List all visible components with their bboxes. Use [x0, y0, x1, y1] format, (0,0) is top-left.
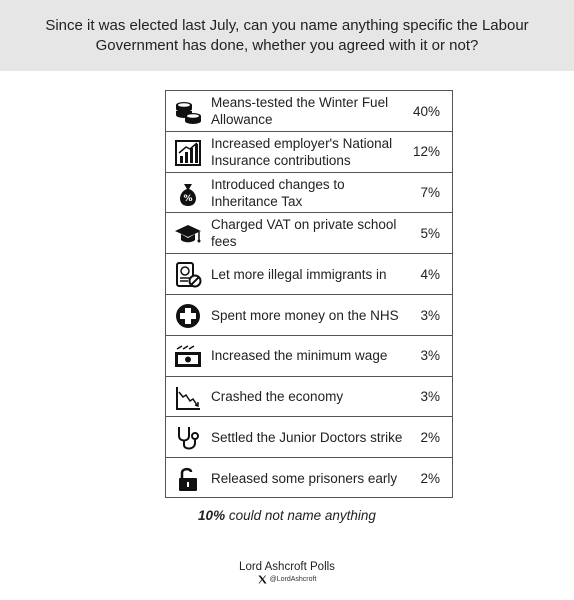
banknote-icon	[174, 343, 202, 371]
footnote-value: 10%	[198, 508, 226, 523]
table-row	[166, 458, 452, 499]
row-label: Spent more money on the NHS	[211, 307, 399, 323]
row-label: Increased the minimum wage	[211, 348, 388, 364]
brand-name: Lord Ashcroft Polls	[239, 561, 335, 573]
question-header	[0, 0, 574, 71]
row-value: 5%	[420, 225, 440, 241]
table-row	[166, 295, 452, 336]
falling-chart-icon	[174, 384, 202, 412]
x-logo-icon	[258, 575, 267, 584]
row-label: Charged VAT on private school fees	[211, 217, 397, 250]
coins-icon	[174, 98, 202, 126]
graduation-cap-icon	[174, 220, 202, 248]
open-padlock-icon	[174, 465, 202, 493]
handle-text: @LordAshcroft	[269, 576, 317, 583]
row-value: 3%	[420, 348, 440, 364]
table-row	[166, 132, 452, 173]
money-bag-icon	[174, 180, 202, 208]
footnote-text: could not name anything	[225, 508, 376, 523]
svg-text:%: %	[183, 193, 193, 204]
row-label: Means-tested the Winter Fuel Allowance	[211, 95, 389, 127]
row-label: Introduced changes to Inheritance Tax	[211, 176, 345, 209]
social-handle	[0, 575, 574, 584]
table-row	[166, 336, 452, 377]
row-label: Crashed the economy	[211, 389, 344, 405]
row-value: 2%	[420, 429, 440, 445]
table-row	[166, 417, 452, 458]
results-table	[165, 90, 453, 498]
row-value: 40%	[412, 103, 440, 119]
row-value: 3%	[420, 307, 440, 323]
row-value: 3%	[420, 389, 440, 405]
passport-denied-icon	[174, 261, 202, 289]
row-value: 12%	[412, 144, 440, 160]
bar-chart-icon	[174, 139, 202, 167]
row-label: Settled the Junior Doctors strike	[211, 429, 403, 445]
row-value: 4%	[420, 266, 440, 282]
table-row	[166, 254, 452, 295]
question-text: Since it was elected last July, can you name anything specific the Labour Government has done, whether you agreed with it or not?	[45, 16, 529, 54]
table-row	[166, 377, 452, 418]
stethoscope-icon	[174, 424, 202, 452]
row-label: Increased employer's National Insurance contributions	[211, 135, 393, 168]
row-label: Let more illegal immigrants in	[211, 266, 387, 282]
row-label: Released some prisoners early	[211, 470, 398, 486]
medical-cross-icon	[174, 302, 202, 330]
row-value: 2%	[420, 470, 440, 486]
table-row	[166, 91, 452, 132]
table-row	[166, 173, 452, 214]
table-row	[166, 213, 452, 254]
row-value: 7%	[420, 185, 440, 201]
footnote	[0, 508, 574, 523]
